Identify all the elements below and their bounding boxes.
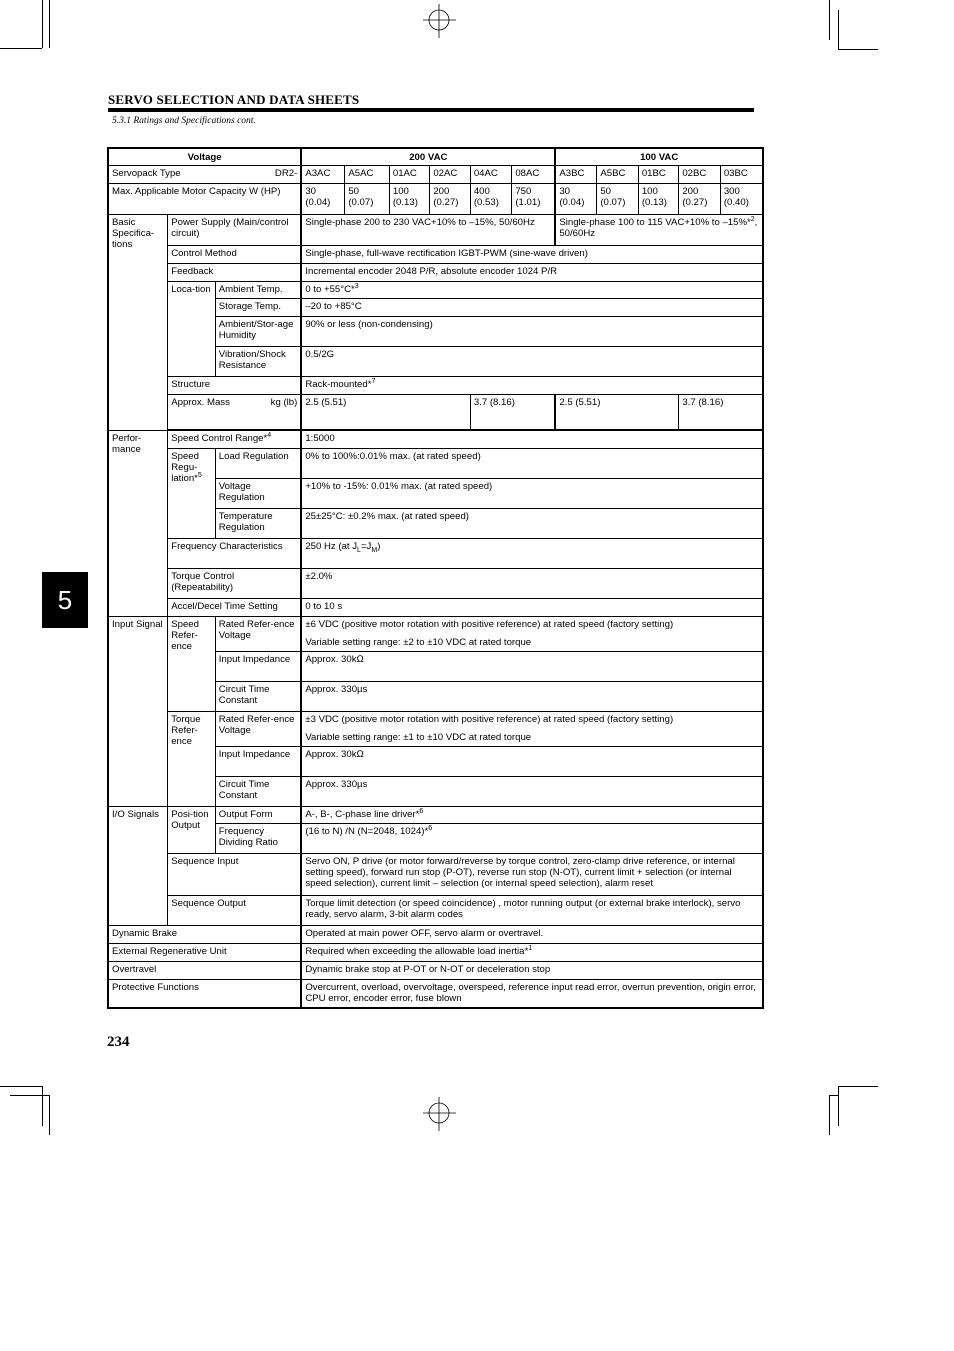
output-form-text: A-, B-, C-phase line driver* (305, 808, 420, 820)
load-regulation-value: 0% to 100%:0.01% max. (at rated speed) (301, 448, 763, 478)
dynamic-brake-label: Dynamic Brake (108, 925, 301, 943)
speed-range-note: 4 (267, 431, 272, 439)
registration-mark-top (420, 4, 460, 38)
mass-value: 2.5 (5.51) (555, 394, 678, 429)
regen-note: 1 (528, 944, 533, 952)
ratings-spec-table (107, 147, 764, 1009)
capacity-cell: 300 (0.40) (720, 183, 763, 214)
crop-mark-bottom-left-h2 (10, 1095, 50, 1096)
overtravel-label: Overtravel (108, 961, 301, 979)
power-100-freq: , 50/60Hz (559, 216, 758, 239)
crop-mark-bottom-left-h (0, 1086, 42, 1087)
frequency-sub-m: M (371, 546, 378, 554)
dividing-label: Frequency Dividing Ratio (215, 823, 301, 853)
section-title: SERVO SELECTION AND DATA SHEETS (108, 92, 360, 107)
torque-control-value: ±2.0% (301, 568, 763, 598)
speed-rated-label: Rated Refer-ence Voltage (215, 616, 301, 651)
dynamic-brake-value: Operated at main power OFF, servo alarm or overtravel. (301, 925, 763, 943)
frequency-text-c: ) (377, 540, 381, 552)
servopack-type-label (108, 165, 301, 183)
ambient-temp-label: Ambient Temp. (215, 281, 301, 298)
structure-label: Structure (168, 376, 302, 394)
protective-label: Protective Functions (108, 979, 301, 1008)
crop-mark-top-left-v (49, 0, 50, 48)
crop-mark-bottom-left-v (49, 1095, 50, 1135)
control-method-label: Control Method (168, 245, 302, 263)
feedback-label: Feedback (168, 263, 302, 281)
frequency-text-b: =J (360, 540, 372, 552)
model-cell: A3BC (555, 165, 597, 183)
storage-temp-label: Storage Temp. (215, 298, 301, 316)
speed-rated-line2: Variable setting range: ±2 to ±10 VDC at rated torque (305, 636, 532, 648)
power-100-text: Single-phase 100 to 115 VAC+10% to –15%* (559, 216, 751, 228)
capacity-cell: 50 (0.07) (345, 183, 390, 214)
ambient-temp-text: 0 to +55°C* (305, 283, 355, 295)
structure-value (301, 376, 763, 394)
torque-control-row (108, 568, 763, 598)
load-regulation-row (108, 448, 763, 478)
sequence-output-row (108, 895, 763, 925)
power-supply-row (108, 214, 763, 245)
humidity-value: 90% or less (non-condensing) (301, 316, 763, 346)
speed-range-text: Speed Control Range* (171, 432, 268, 444)
torque-impedance-label: Input Impedance (215, 746, 301, 776)
frequency-row (108, 538, 763, 568)
capacity-cell: 100 (0.13) (389, 183, 429, 214)
torque-circuit-value: Approx. 330µs (301, 776, 763, 806)
ambient-temp-row (108, 281, 763, 298)
crop-mark-top-left-v2 (42, 0, 43, 48)
regen-text: Required when exceeding the allowable load inertia* (305, 945, 529, 957)
crop-mark-top-right-v2 (829, 0, 830, 40)
overtravel-value: Dynamic brake stop at P-OT or N-OT or deceleration stop (301, 961, 763, 979)
group-basic-specifications: Basic Specifica-tions (108, 214, 168, 430)
torque-rated-line1: ±3 VDC (positive motor rotation with positive reference) at rated speed (factory setting) (305, 713, 674, 725)
model-cell: 03BC (720, 165, 763, 183)
power-100-note: 2 (750, 215, 755, 223)
mass-row (108, 394, 763, 429)
accel-row (108, 598, 763, 616)
model-cell: A5AC (345, 165, 390, 183)
speed-regulation-label (168, 448, 216, 538)
model-cell: 02BC (679, 165, 721, 183)
dividing-text: (16 to N) /N (N=2048, 1024)* (305, 825, 429, 837)
overtravel-row (108, 961, 763, 979)
speed-rated-line1: ±6 VDC (positive motor rotation with positive reference) at rated speed (factory setting) (305, 618, 674, 630)
torque-rated-line2: Variable setting range: ±1 to ±10 VDC at rated torque (305, 731, 532, 743)
speed-impedance-label: Input Impedance (215, 651, 301, 681)
sequence-input-label: Sequence Input (168, 853, 302, 895)
servopack-prefix: DR2- (274, 167, 298, 179)
mass-unit: kg (lb) (270, 396, 298, 408)
speed-regulation-note: 5 (197, 471, 202, 479)
crop-mark-bottom-right-h (838, 1086, 878, 1087)
group-input-signal: Input Signal (108, 616, 168, 806)
model-cell: 04AC (470, 165, 512, 183)
crop-mark-bottom-right-h2 (829, 1095, 839, 1096)
speed-rated-row (108, 616, 763, 651)
model-cell: 08AC (512, 165, 556, 183)
regen-label: External Regenerative Unit (108, 943, 301, 961)
model-cell: A3AC (301, 165, 345, 183)
voltage-100: 100 VAC (555, 148, 763, 165)
sequence-output-value: Torque limit detection (or speed coincidence) , motor running output (or external brake interlock), servo ready, servo alarm, 3-bit alarm codes (301, 895, 763, 925)
vibration-value: 0.5/2G (301, 346, 763, 376)
feedback-row (108, 263, 763, 281)
voltage-200: 200 VAC (301, 148, 555, 165)
chapter-tab: 5 (42, 572, 88, 628)
torque-reference-label: Torque Refer-ence (168, 711, 216, 806)
speed-impedance-value: Approx. 30kΩ (301, 651, 763, 681)
frequency-text-a: 250 Hz (at J (305, 540, 358, 552)
torque-circuit-label: Circuit Time Constant (215, 776, 301, 806)
group-io-signals: I/O Signals (108, 806, 168, 925)
regen-value (301, 943, 763, 961)
dynamic-brake-row (108, 925, 763, 943)
capacity-cell: 30 (0.04) (301, 183, 345, 214)
ambient-temp-note: 3 (354, 282, 359, 290)
speed-regulation-text: Speed Regu-lation* (171, 450, 199, 484)
model-cell: A5BC (597, 165, 639, 183)
position-output-label: Posi-tion Output (168, 806, 216, 853)
page-number: 234 (107, 1034, 130, 1050)
crop-mark-top-right-v (838, 10, 839, 50)
accel-value: 0 to 10 s (301, 598, 763, 616)
torque-control-label: Torque Control (Repeatability) (168, 568, 302, 598)
registration-mark-bottom (420, 1097, 460, 1131)
torque-rated-value (301, 711, 763, 746)
capacity-cell: 200 (0.27) (430, 183, 470, 214)
voltage-regulation-value: +10% to -15%: 0.01% max. (at rated speed) (301, 478, 763, 508)
capacity-cell: 200 (0.27) (679, 183, 721, 214)
voltage-label: Voltage (108, 148, 301, 165)
sequence-output-label: Sequence Output (168, 895, 302, 925)
voltage-regulation-label: Voltage Regulation (215, 478, 301, 508)
structure-text: Rack-mounted* (305, 378, 372, 390)
control-method-value: Single-phase, full-wave rectification IGBT-PWM (sine-wave driven) (301, 245, 763, 263)
temperature-regulation-value: 25±25°C: ±0.2% max. (at rated speed) (301, 508, 763, 538)
voltage-row (108, 148, 763, 165)
protective-value: Overcurrent, overload, overvoltage, overspeed, reference input read error, overrun prevention, origin error, CPU error, encoder error, fuse blown (301, 979, 763, 1008)
mass-value: 3.7 (8.16) (679, 394, 763, 429)
output-form-value (301, 806, 763, 823)
frequency-label: Frequency Characteristics (168, 538, 302, 568)
speed-circuit-value: Approx. 330µs (301, 681, 763, 711)
vibration-label: Vibration/Shock Resistance (215, 346, 301, 376)
structure-row (108, 376, 763, 394)
power-supply-label: Power Supply (Main/control circuit) (168, 214, 302, 245)
servopack-type-row (108, 165, 763, 183)
regen-row (108, 943, 763, 961)
torque-rated-label: Rated Refer-ence Voltage (215, 711, 301, 746)
crop-mark-bottom-left-v2 (42, 1086, 43, 1126)
sequence-input-value: Servo ON, P drive (or motor forward/reverse by torque control, zero-clamp drive reference, or internal setting speed), forward run stop (P-OT), reverse run stop (N-OT), current limit + selection (or internal speed selection), current limit – selection (or internal speed selection), alarm reset (301, 853, 763, 895)
model-cell: 01BC (638, 165, 678, 183)
mass-text: Approx. Mass (171, 396, 230, 408)
speed-range-row (108, 430, 763, 448)
frequency-sub-l: L (357, 546, 361, 554)
subsection-title: 5.3.1 Ratings and Specifications cont. (112, 116, 256, 126)
speed-rated-value (301, 616, 763, 651)
dividing-value (301, 823, 763, 853)
crop-mark-bottom-right-v (838, 1086, 839, 1126)
group-performance: Perfor-mance (108, 430, 168, 616)
location-label: Loca-tion (168, 281, 216, 376)
capacity-cell: 50 (0.07) (597, 183, 639, 214)
protective-row (108, 979, 763, 1008)
output-form-note: 6 (419, 807, 424, 815)
capacity-cell: 100 (0.13) (638, 183, 678, 214)
output-form-row (108, 806, 763, 823)
ambient-temp-value (301, 281, 763, 298)
temperature-regulation-label: Temperature Regulation (215, 508, 301, 538)
servopack-type-text: Servopack Type (112, 167, 181, 179)
power-supply-100 (555, 214, 763, 245)
power-supply-200: Single-phase 200 to 230 VAC+10% to –15%, 50/60Hz (301, 214, 555, 245)
speed-circuit-label: Circuit Time Constant (215, 681, 301, 711)
speed-reference-label: Speed Refer-ence (168, 616, 216, 711)
control-method-row (108, 245, 763, 263)
feedback-value: Incremental encoder 2048 P/R, absolute encoder 1024 P/R (301, 263, 763, 281)
capacity-label: Max. Applicable Motor Capacity W (HP) (108, 183, 301, 214)
storage-temp-value: –20 to +85°C (301, 298, 763, 316)
speed-range-label (168, 430, 302, 448)
mass-value: 3.7 (8.16) (470, 394, 555, 429)
torque-impedance-value: Approx. 30kΩ (301, 746, 763, 776)
structure-note: 7 (371, 377, 376, 385)
mass-label (168, 394, 302, 429)
speed-range-value: 1:5000 (301, 430, 763, 448)
dividing-note: 6 (428, 824, 433, 832)
model-cell: 02AC (430, 165, 470, 183)
header-rule (108, 108, 754, 112)
mass-value: 2.5 (5.51) (301, 394, 470, 429)
crop-mark-top-right-h (838, 49, 878, 50)
torque-rated-row (108, 711, 763, 746)
crop-mark-bottom-right-v2 (829, 1095, 830, 1135)
frequency-value (301, 538, 763, 568)
capacity-cell: 400 (0.53) (470, 183, 512, 214)
capacity-row (108, 183, 763, 214)
capacity-cell: 30 (0.04) (555, 183, 597, 214)
crop-mark-top-left-h (0, 48, 42, 49)
accel-label: Accel/Decel Time Setting (168, 598, 302, 616)
humidity-label: Ambient/Stor-age Humidity (215, 316, 301, 346)
model-cell: 01AC (389, 165, 429, 183)
sequence-input-row (108, 853, 763, 895)
output-form-label: Output Form (215, 806, 301, 823)
capacity-cell: 750 (1.01) (512, 183, 556, 214)
load-regulation-label: Load Regulation (215, 448, 301, 478)
